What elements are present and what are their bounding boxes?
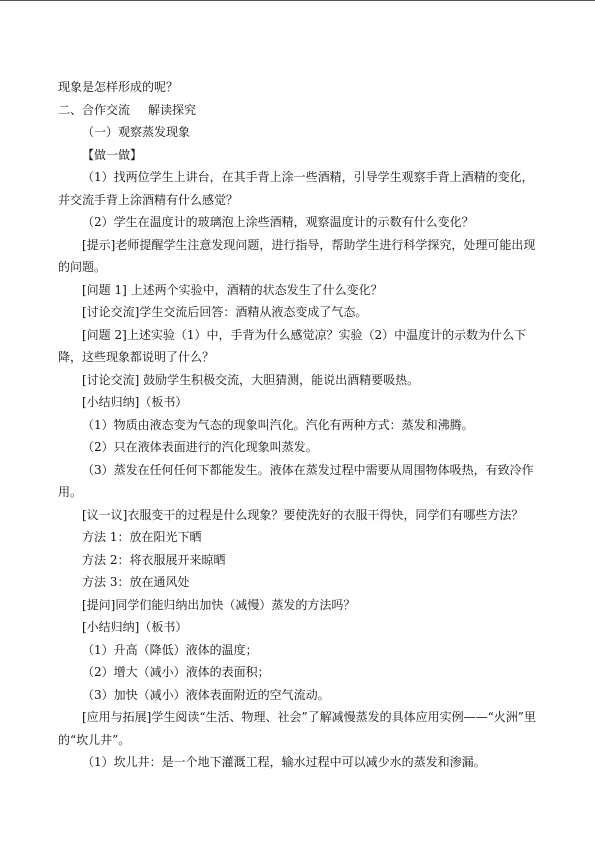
paragraph: [提示]老师提醒学生注意发现问题，进行指导，帮助学生进行科学探究，处理可能出现的问题。 [58,237,536,274]
paragraph: （3）蒸发在任何任何下都能发生。液体在蒸发过程中需要从周围物体吸热，有致冷作用。 [58,462,534,499]
paragraph: 方法 1：放在阳光下晒 [82,530,202,544]
paragraph: 现象是怎样形成的呢？ [58,80,179,94]
paragraph: （1）找两位学生上讲台，在其手背上涂一些酒精，引导学生观察手背上酒精的变化，并交流手背上涂酒精有什么感觉？ [58,170,534,207]
subsection-heading: （一）观察蒸发现象 [82,125,191,139]
paragraph: [小结归纳]（板书） [82,620,188,634]
page-top-rule [0,0,595,1]
paragraph: 方法 3：放在通风处 [82,575,190,589]
activity-heading: 【做一做】 [82,147,143,162]
paragraph: [议一议]衣服变干的过程是什么现象？要使洗好的衣服干得快，同学们有哪些方法？ [82,507,524,522]
document-body [58,76,540,774]
paragraph: （2）学生在温度计的玻璃泡上涂些酒精，观察温度计的示数有什么变化？ [82,215,474,229]
section-heading [58,99,540,122]
paragraph: （1）升高（降低）液体的温度； [82,642,258,657]
paragraph: [提问]同学们能归纳出加快（减慢）蒸发的方法吗？ [82,597,356,612]
paragraph: [讨论交流] 鼓励学生积极交流，大胆猜测，能说出酒精要吸热。 [82,372,420,387]
paragraph: （2）只在液体表面进行的汽化现象叫蒸发。 [82,440,318,454]
paragraph: 方法 2：将衣服展开来晾晒 [82,552,226,567]
paragraph: [小结归纳]（板书） [82,395,188,409]
paragraph: [问题 2]上述实验（1）中，手背为什么感觉凉？实验（2）中温度计的示数为什么下降，这些现象都说明了什么？ [58,327,527,364]
paragraph: （1）物质由液态变为气态的现象叫汽化。汽化有两种方式：蒸发和沸腾。 [82,417,474,432]
paragraph: [应用与拓展]学生阅读“生活、物理、社会”了解减慢蒸发的具体应用实例——“火洲”里的“坎儿井”。 [58,710,536,747]
paragraph: （2）增大（减小）液体的表面积； [82,665,270,679]
section-heading-part-1: 二、合作交流 [58,102,131,117]
paragraph: （1）坎儿井：是一个地下灌溉工程，输水过程中可以减少水的蒸发和渗漏。 [82,755,486,769]
paragraph: [问题 1] 上述两个实验中，酒精的状态发生了什么变化？ [82,282,383,297]
paragraph: （3）加快（减小）液体表面附近的空气流动。 [82,687,330,702]
section-heading-part-2: 解读探究 [148,102,197,117]
paragraph: [讨论交流]学生交流后回答：酒精从液态变成了气态。 [82,305,368,319]
